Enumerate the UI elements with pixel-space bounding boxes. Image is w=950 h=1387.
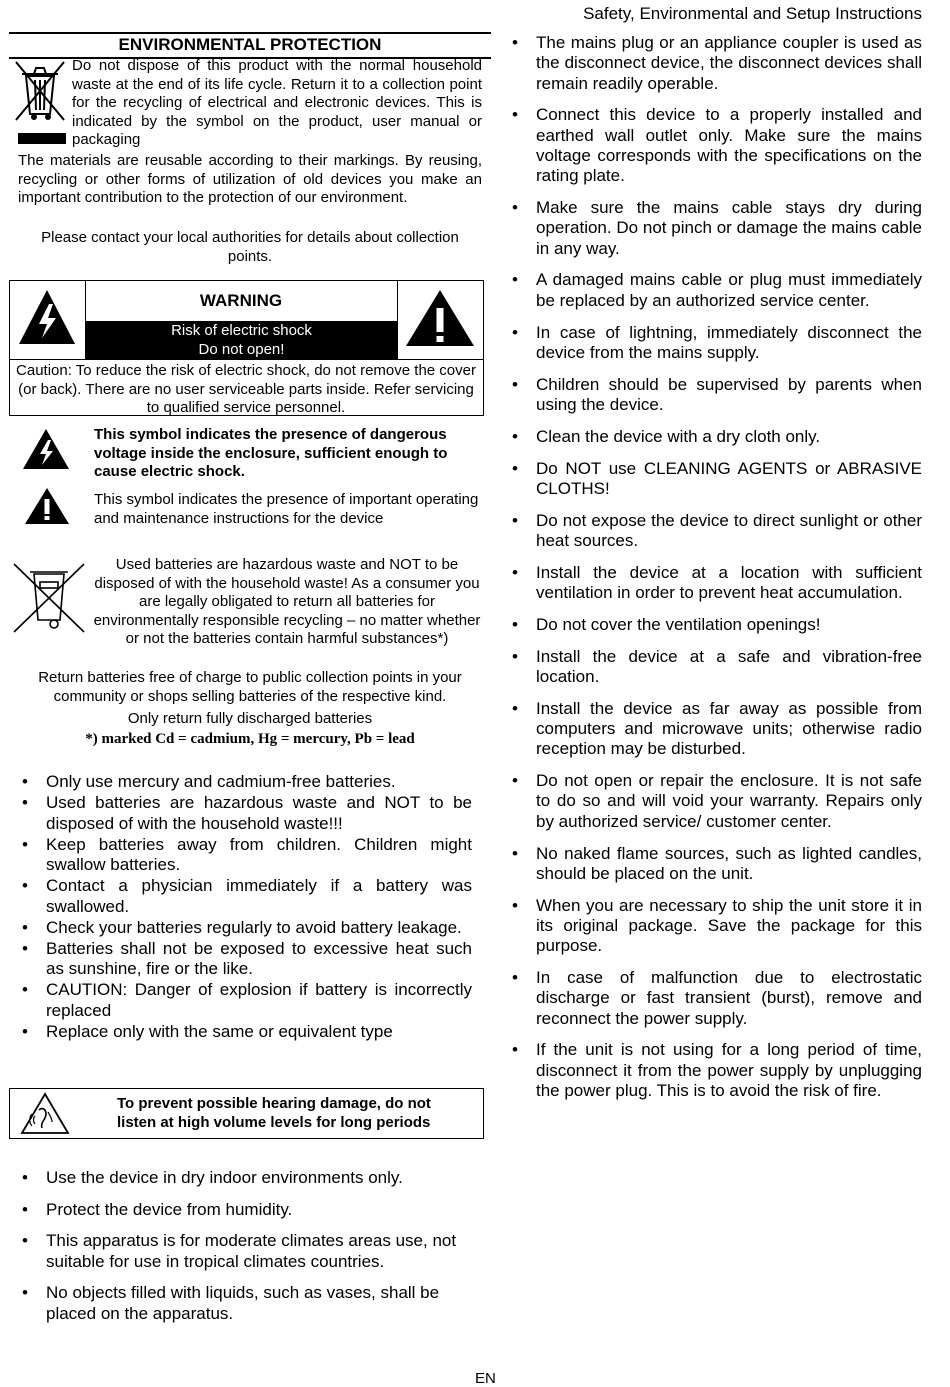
environmental-protection-title: ENVIRONMENTAL PROTECTION — [9, 32, 491, 59]
list-item: • Protect the device from humidity. — [18, 1200, 472, 1221]
list-item: • Connect this device to a properly installed and earthed wall outlet only. Make sure the mains voltage corresponds with the specifications on the rating plate. — [508, 105, 922, 186]
environmental-text-disposal: Do not dispose of this product with the normal household waste at the end of its life cycle. Return it to a collection point for the recycling of electrical and electronic devices. This is indicated by the symbol on the product, user manual or packaging — [72, 57, 482, 148]
environment-usage-list — [18, 1168, 472, 1335]
warning-shock-banner — [86, 321, 397, 359]
list-item: • In case of lightning, immediately disconnect the device from the mains supply. — [508, 323, 922, 364]
list-item: • Children should be supervised by parents when using the device. — [508, 375, 922, 416]
batteries-return-text: Return batteries free of charge to public collection points in your community or shops selling batteries of the respective kind. — [38, 669, 462, 705]
list-item: • A damaged mains cable or plug must immediately be replaced by an authorized service center. — [508, 270, 922, 311]
page-header-title: Safety, Environmental and Setup Instructions — [583, 4, 922, 23]
lightning-symbol-description: This symbol indicates the presence of dangerous voltage inside the enclosure, sufficient enough to cause electric shock. — [94, 426, 448, 480]
warning-line-risk: Risk of electric shock — [171, 322, 312, 339]
list-item: • Make sure the mains cable stays dry during operation. Do not pinch or damage the mains cable in any way. — [508, 198, 922, 259]
battery-crossed-bin-icon — [10, 558, 88, 636]
page-footer-language: EN — [475, 1370, 496, 1387]
warning-title: WARNING — [199, 291, 283, 310]
list-item: • In case of malfunction due to electrostatic discharge or fast transient (burst), remove and reconnect the power supply. — [508, 968, 922, 1029]
batteries-discharged-text: Only return fully discharged batteries — [127, 710, 373, 727]
lightning-symbol-icon — [22, 428, 70, 470]
hearing-warning-text: To prevent possible hearing damage, do not listen at high volume levels for long periods — [117, 1095, 431, 1131]
list-item: • Keep batteries away from children. Children might swallow batteries. — [18, 835, 472, 876]
environmental-text-contact: Please contact your local authorities for details about collection points. — [41, 229, 459, 265]
list-item: • Do NOT use CLEANING AGENTS or ABRASIVE CLOTHS! — [508, 459, 922, 500]
environmental-text-reuse: The materials are reusable according to their markings. By reusing, recycling or other forms of utilization of old devices you make an important contribution to the protection of our environment. — [18, 152, 482, 206]
battery-instructions-list — [18, 772, 472, 1043]
list-item: • Do not cover the ventilation openings! — [508, 615, 922, 635]
list-item: • If the unit is not using for a long period of time, disconnect it from the power supply by unplugging the power plug. This is to avoid the risk of fire. — [508, 1040, 922, 1101]
list-item: • CAUTION: Danger of explosion if battery is incorrectly replaced — [18, 980, 472, 1021]
list-item: • Used batteries are hazardous waste and NOT to be disposed of with the household waste!!! — [18, 793, 472, 834]
list-item: • Install the device at a location with sufficient ventilation in order to prevent heat accumulation. — [508, 563, 922, 604]
hearing-damage-icon — [20, 1092, 70, 1135]
list-item: • Do not expose the device to direct sunlight or other heat sources. — [508, 511, 922, 552]
list-item: • Install the device as far away as possible from computers and microwave units; otherwise radio reception may be disturbed. — [508, 699, 922, 760]
list-item: • Do not open or repair the enclosure. It is not safe to do so and will void your warranty. Repairs only by authorized service/ customer center. — [508, 771, 922, 832]
list-item: • Use the device in dry indoor environments only. — [18, 1168, 472, 1189]
list-item: • Contact a physician immediately if a battery was swallowed. — [18, 876, 472, 917]
batteries-marking-legend: *) marked Cd = cadmium, Hg = mercury, Pb = lead — [85, 731, 415, 747]
crossed-bin-icon — [12, 58, 68, 124]
list-item: • No naked flame sources, such as lighted candles, should be placed on the unit. — [508, 844, 922, 885]
underline-bar — [18, 133, 66, 144]
exclamation-symbol-description: This symbol indicates the presence of important operating and maintenance instructions for the device — [94, 491, 479, 527]
safety-instructions-list — [508, 33, 922, 1113]
exclamation-warning-icon — [398, 280, 483, 359]
warning-left-cell — [9, 280, 86, 359]
lightning-warning-icon — [9, 280, 85, 359]
warning-caution-text: Caution: To reduce the risk of electric shock, do not remove the cover (or back). There are no user serviceable parts inside. Refer servicing to qualified service personnel. — [16, 362, 476, 416]
list-item: • This apparatus is for moderate climates areas use, not suitable for use in tropical climates countries. — [18, 1231, 472, 1272]
list-item: • Install the device at a safe and vibration-free location. — [508, 647, 922, 688]
list-item: • The mains plug or an appliance coupler is used as the disconnect device, the disconnect devices shall remain readily operable. — [508, 33, 922, 94]
list-item: • When you are necessary to ship the unit store it in its original package. Save the package for this purpose. — [508, 896, 922, 957]
list-item: • No objects filled with liquids, such as vases, shall be placed on the apparatus. — [18, 1283, 472, 1324]
list-item: • Replace only with the same or equivalent type — [18, 1022, 472, 1043]
batteries-hazard-text: Used batteries are hazardous waste and NOT to be disposed of with the household waste! As a consumer you are legally obligated to return all batteries for environmentally responsible recycling – no matter whether or not the batteries contain harmful substances*) — [93, 556, 481, 647]
exclamation-symbol-icon — [24, 487, 70, 525]
list-item: • Clean the device with a dry cloth only. — [508, 427, 922, 447]
warning-line-do-not-open: Do not open! — [198, 341, 285, 358]
warning-divider — [9, 359, 483, 360]
list-item: • Only use mercury and cadmium-free batteries. — [18, 772, 472, 793]
list-item: • Check your batteries regularly to avoid battery leakage. — [18, 918, 472, 939]
warning-right-cell — [397, 280, 483, 359]
list-item: • Batteries shall not be exposed to excessive heat such as sunshine, fire or the like. — [18, 939, 472, 980]
